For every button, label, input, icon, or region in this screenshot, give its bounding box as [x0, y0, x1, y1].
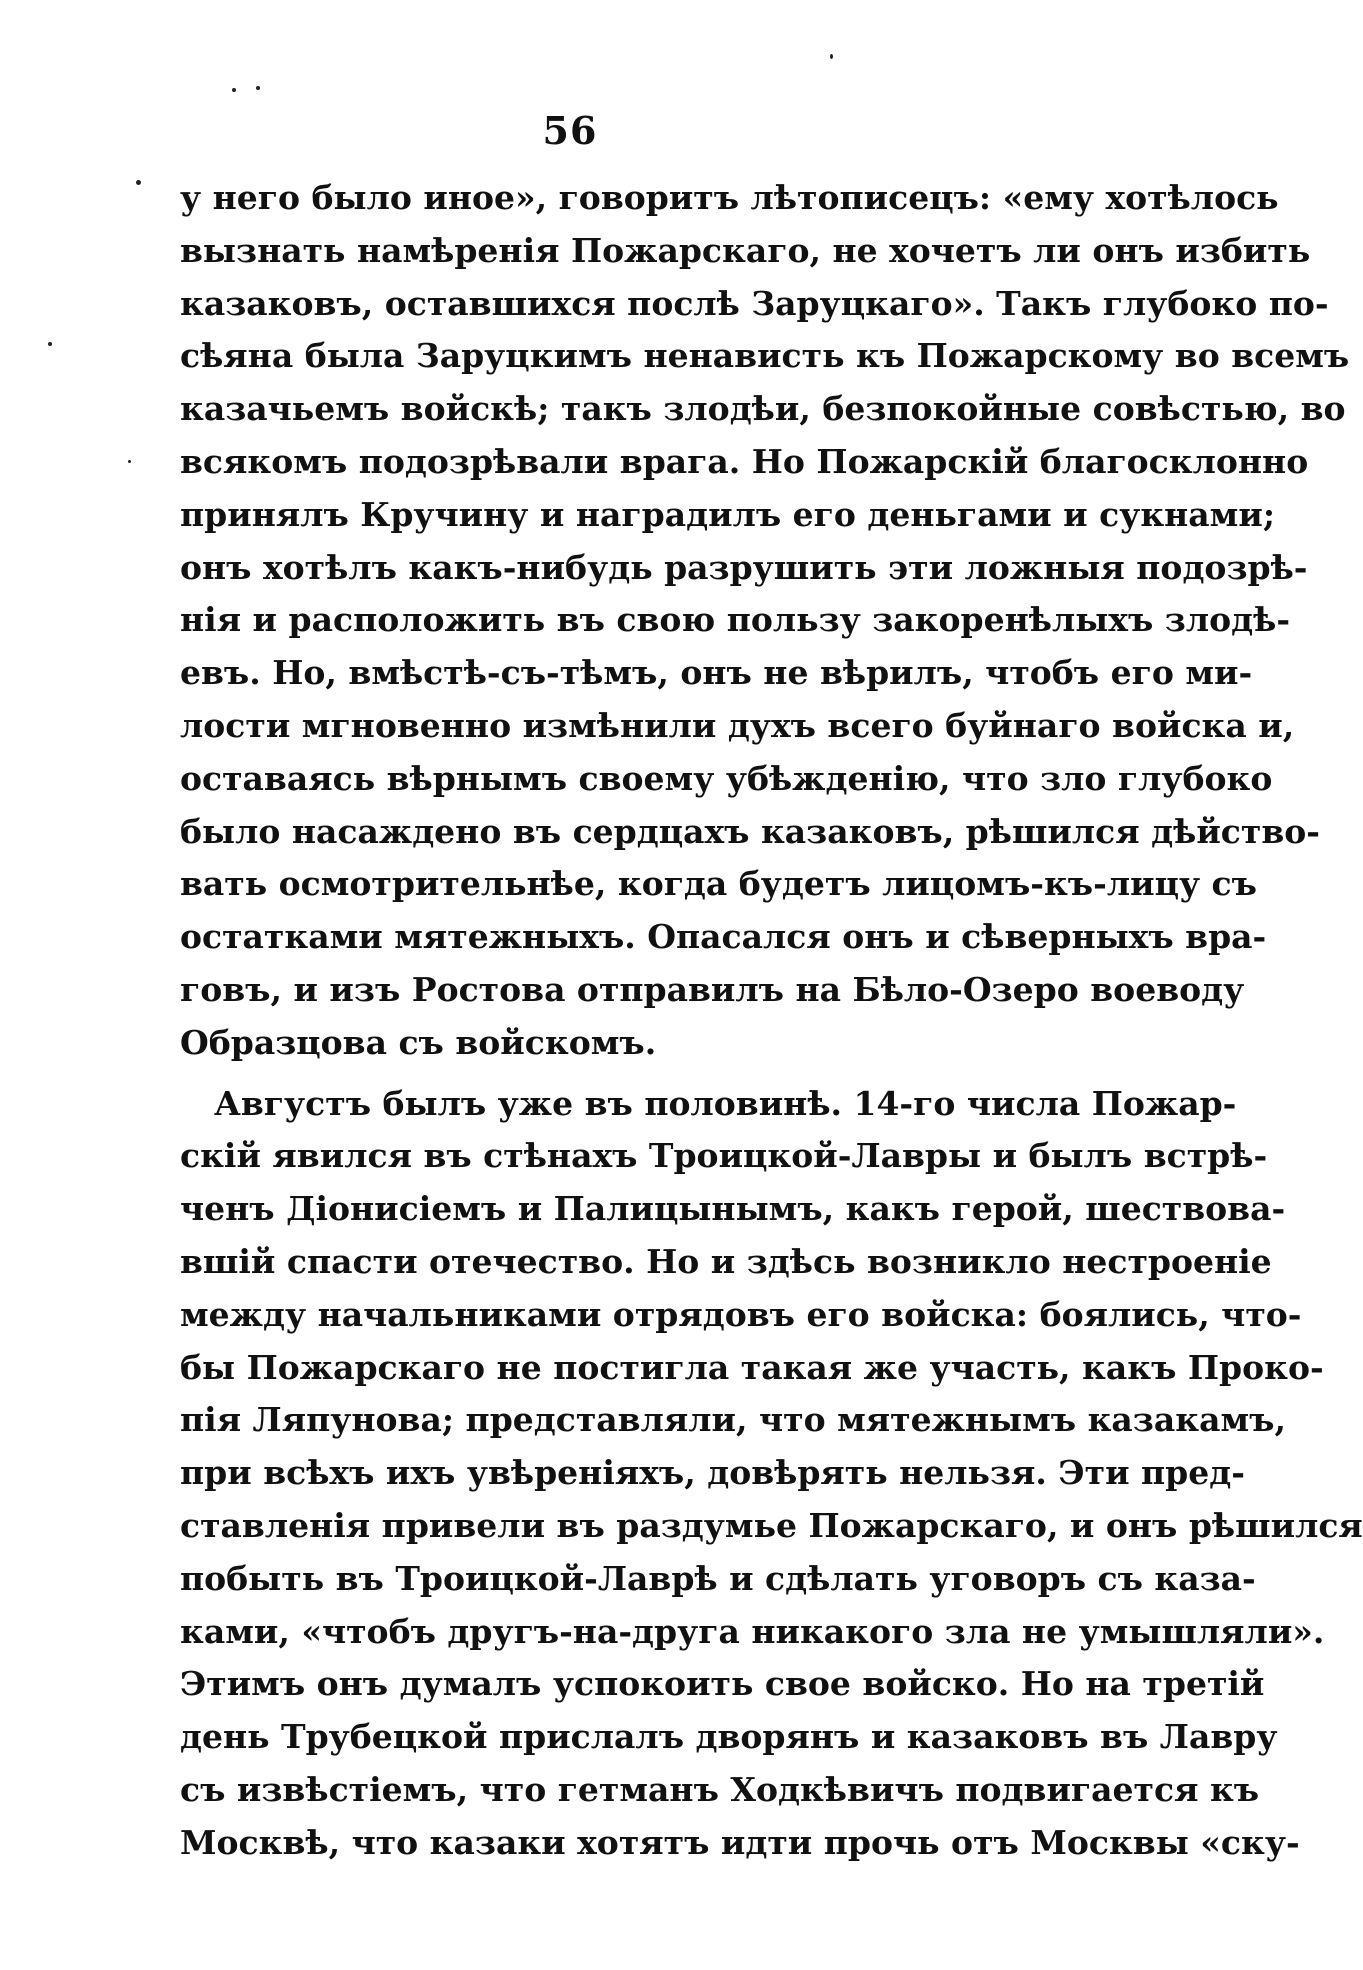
- text-line: остатками мятежныхъ. Опасался онъ и сѣверныхъ вра-: [180, 917, 1267, 957]
- text-line: ченъ Діонисіемъ и Палицынымъ, какъ герой, шествова-: [180, 1189, 1286, 1229]
- text-line: вать осмотрительнѣе, когда будетъ лицомъ-къ-лицу съ: [180, 864, 1257, 904]
- print-speck: [232, 88, 236, 92]
- print-speck: [830, 54, 833, 59]
- text-line: побыть въ Троицкой-Лаврѣ и сдѣлать уговоръ съ каза-: [180, 1558, 1256, 1598]
- paragraph: [180, 1078, 1363, 1870]
- text-line: у него было иное», говоритъ лѣтописецъ: «ему хотѣлось: [180, 178, 1279, 217]
- print-speck: [48, 342, 52, 346]
- text-line: нія и расположить въ свою пользу закоренѣлыхъ злодѣ-: [180, 600, 1291, 640]
- text-line: Москвѣ, что казаки хотятъ идти прочь отъ Москвы «ску-: [180, 1822, 1300, 1862]
- text-line: при всѣхъ ихъ увѣреніяхъ, довѣрять нельзя. Эти пред-: [180, 1453, 1245, 1493]
- text-line: ками, «чтобъ другъ-на-друга никакого зла не умышляли».: [180, 1611, 1325, 1651]
- text-line: пія Ляпунова; представляли, что мятежнымъ казакамъ,: [180, 1400, 1286, 1440]
- text-line: оставаясь вѣрнымъ своему убѣжденію, что зло глубоко: [180, 758, 1273, 798]
- text-line: казаковъ, оставшихся послѣ Заруцкаго». Такъ глубоко по-: [180, 283, 1329, 323]
- text-line: евъ. Но, вмѣстѣ-съ-тѣмъ, онъ не вѣрилъ, чтобъ его ми-: [180, 653, 1253, 693]
- paragraph-gap: [180, 1070, 1100, 1078]
- print-speck: [256, 86, 260, 90]
- text-line: скій явился въ стѣнахъ Троицкой-Лавры и былъ встрѣ-: [180, 1136, 1268, 1176]
- text-line: Августъ былъ уже въ половинѣ. 14-го числа Пожар-: [214, 1083, 1237, 1123]
- text-line: говъ, и изъ Ростова отправилъ на Бѣло-Озеро воеводу: [180, 969, 1245, 1009]
- paragraph: [180, 172, 1350, 1070]
- text-line: бы Пожарскаго не постигла такая же участь, какъ Проко-: [180, 1347, 1324, 1387]
- text-line: вшій спасти отечество. Но и здѣсь возникло нестроеніе: [180, 1241, 1272, 1281]
- text-line: онъ хотѣлъ какъ-нибудь разрушить эти ложныя подозрѣ-: [180, 547, 1308, 587]
- page-number: 56: [542, 108, 598, 153]
- text-line: Образцова съ войскомъ.: [180, 1022, 657, 1062]
- text-line: лости мгновенно измѣнили духъ всего буйнаго войска и,: [180, 705, 1295, 745]
- text-line: было насаждено въ сердцахъ казаковъ, рѣшился дѣйство-: [180, 811, 1320, 851]
- text-line: сѣяна была Заруцкимъ ненависть къ Пожарскому во всемъ: [180, 336, 1350, 376]
- text-line: Этимъ онъ думалъ успокоить свое войско. Но на третій: [180, 1664, 1265, 1704]
- text-line: между начальниками отрядовъ его войска: боялись, что-: [180, 1294, 1302, 1334]
- print-speck: [128, 460, 131, 463]
- body-text: [180, 172, 1363, 1870]
- text-line: всякомъ подозрѣвали врага. Но Пожарскій благосклонно: [180, 441, 1309, 481]
- text-line: вызнать намѣренія Пожарскаго, не хочетъ ли онъ избить: [180, 230, 1311, 270]
- print-speck: [136, 180, 141, 185]
- text-line: принялъ Кручину и наградилъ его деньгами и сукнами;: [180, 494, 1276, 534]
- text-line: казачьемъ войскѣ; такъ злодѣи, безпокойные совѣстью, во: [180, 389, 1346, 429]
- text-line: съ извѣстіемъ, что гетманъ Ходкѣвичъ подвигается къ: [180, 1769, 1260, 1809]
- text-line: день Трубецкой прислалъ дворянъ и казаковъ въ Лавру: [180, 1717, 1278, 1757]
- text-line: ставленія привели въ раздумье Пожарскаго, и онъ рѣшился: [180, 1505, 1363, 1545]
